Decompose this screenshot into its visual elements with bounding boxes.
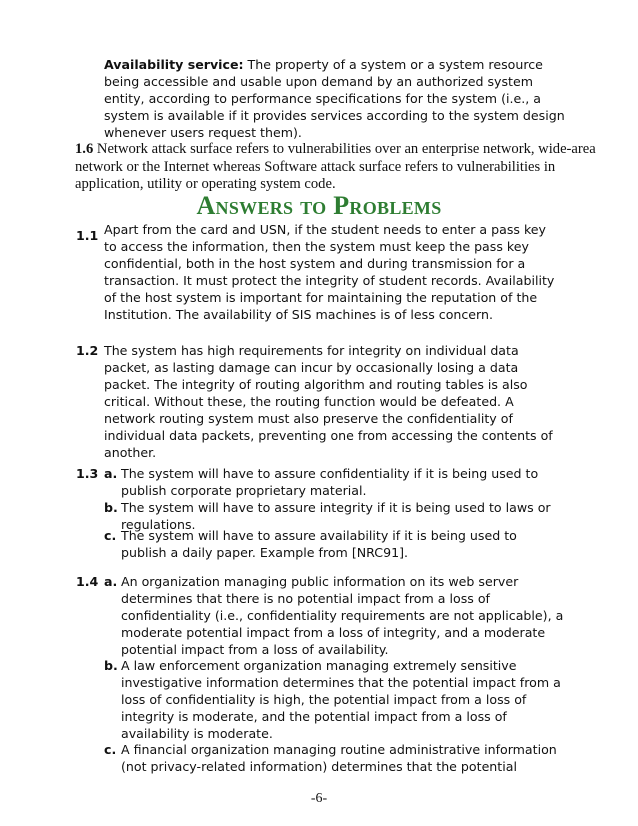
answer-1-3a-label: a. [104, 466, 118, 481]
answer-1-4c-text: A financial organization managing routine administrative information (not privacy-related information) determines that the potential [121, 742, 557, 774]
answer-1-4b-label: b. [104, 658, 118, 673]
item-1-6-text: Network attack surface refers to vulnerabilities over an enterprise network, wide-area network or the Internet whereas Software attack surface refers to vulnerabilities in application, utility or operating system code. [75, 141, 596, 192]
answer-1-4a-label: a. [104, 574, 118, 589]
availability-text: The property of a system or a system resource being accessible and usable upon demand by an authorized system entity, according to performance specifications for the system (i.e., a system is available if it provides services according to the system design whenever users request them). [104, 57, 565, 140]
answer-1-1-number: 1.1 [76, 228, 99, 243]
answer-1-4-number: 1.4 [76, 574, 99, 589]
answer-1-3c-label: c. [104, 528, 117, 543]
answer-1-3a-text: The system will have to assure confidentiality if it is being used to publish corporate proprietary material. [121, 466, 539, 498]
item-1-6 [75, 141, 620, 194]
answer-1-1-text: Apart from the card and USN, if the student needs to enter a pass key to access the information, then the system must keep the pass key confidential, both in the host system and during transmission for a transaction. It must protect the integrity of student records. Availability of the host system is important for maintaining the reputation of the Institution. The availability of SIS machines is of less concern. [104, 222, 555, 322]
answer-1-3b-label: b. [104, 500, 118, 515]
item-1-6-number: 1.6 [75, 141, 94, 157]
answer-1-2-text: The system has high requirements for integrity on individual data packet, as lasting damage can incur by occasionally losing a data packet. The integrity of routing algorithm and routing tables is also critical. Without these, the routing function would be defeated. A network routing system must also preserve the confidentiality of individual data packets, preventing one from accessing the contents of another. [104, 343, 553, 460]
answer-1-4b-text: A law enforcement organization managing extremely sensitive investigative information determines that the potential impact from a loss of confidentiality is high, the potential impact from a loss of integrity is moderate, and the potential impact from a loss of availability is moderate. [121, 658, 561, 741]
page-number: -6- [310, 791, 328, 806]
availability-term: Availability service: [104, 57, 244, 72]
answer-1-3-number: 1.3 [76, 466, 99, 481]
answer-1-3b-text: The system will have to assure integrity if it is being used to laws or regulations. [121, 500, 551, 532]
section-heading: Answers to Problems [196, 191, 442, 220]
availability-definition [104, 56, 574, 141]
answer-1-4a-text: An organization managing public information on its web server determines that there is no potential impact from a loss of confidentiality (i.e., confidentiality requirements are not applicable), a moderate potential impact from a loss of integrity, and a moderate potential impact from a loss of availability. [121, 574, 564, 657]
answer-1-4c-label: c. [104, 742, 117, 757]
answer-1-3c-text: The system will have to assure availability if it is being used to publish a daily paper. Example from [NRC91]. [121, 528, 517, 560]
answer-1-2-number: 1.2 [76, 343, 99, 358]
